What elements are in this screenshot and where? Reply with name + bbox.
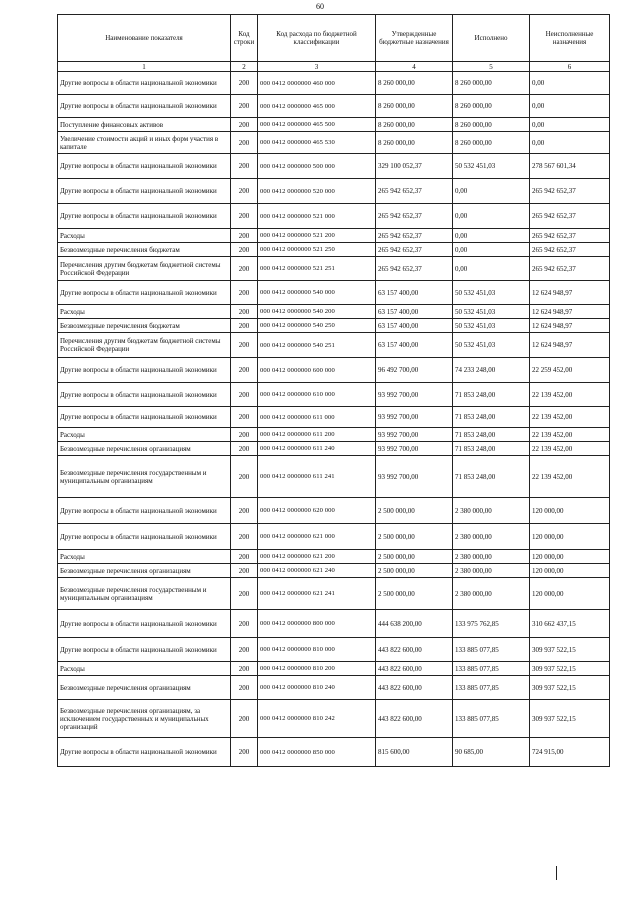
row-approved-amount: 265 942 652,37: [376, 243, 453, 257]
row-line-code: 200: [231, 578, 258, 610]
row-approved-amount: 815 600,00: [376, 738, 453, 767]
row-classification-code: 000 0412 0000000 540 200: [258, 305, 376, 319]
row-executed-amount: 2 380 000,00: [453, 550, 530, 564]
row-unexecuted-amount: 309 937 522,15: [530, 700, 610, 738]
row-classification-code: 000 0412 0000000 521 251: [258, 257, 376, 281]
column-number: 2: [231, 62, 258, 72]
table-row: [58, 442, 610, 456]
row-indicator-name: Безвозмездные перечисления организациям, за исключением государственных и муниципальных организаций: [58, 700, 231, 738]
row-indicator-name: Расходы: [58, 550, 231, 564]
row-line-code: 200: [231, 204, 258, 229]
row-line-code: 200: [231, 118, 258, 132]
table-row: [58, 456, 610, 498]
row-classification-code: 000 0412 0000000 521 000: [258, 204, 376, 229]
row-unexecuted-amount: 0,00: [530, 118, 610, 132]
row-indicator-name: Безвозмездные перечисления бюджетам: [58, 243, 231, 257]
row-unexecuted-amount: 12 624 948,97: [530, 319, 610, 333]
row-classification-code: 000 0412 0000000 810 242: [258, 700, 376, 738]
row-indicator-name: Перечисления другим бюджетам бюджетной системы Российской Федерации: [58, 257, 231, 281]
row-approved-amount: 443 822 600,00: [376, 676, 453, 700]
header-approved: Утвержденные бюджетные назначения: [376, 15, 453, 62]
row-executed-amount: 0,00: [453, 229, 530, 243]
row-executed-amount: 8 260 000,00: [453, 132, 530, 154]
row-line-code: 200: [231, 700, 258, 738]
row-unexecuted-amount: 309 937 522,15: [530, 676, 610, 700]
row-indicator-name: Расходы: [58, 229, 231, 243]
row-classification-code: 000 0412 0000000 521 250: [258, 243, 376, 257]
margin-mark: [556, 866, 557, 880]
row-approved-amount: 93 992 700,00: [376, 407, 453, 428]
table-row: [58, 204, 610, 229]
row-classification-code: 000 0412 0000000 800 000: [258, 610, 376, 638]
row-unexecuted-amount: 120 000,00: [530, 498, 610, 524]
table-row: [58, 676, 610, 700]
row-executed-amount: 8 260 000,00: [453, 95, 530, 118]
header-classification-code: Код расхода по бюджетной классификации: [258, 15, 376, 62]
table-row: [58, 564, 610, 578]
row-line-code: 200: [231, 442, 258, 456]
row-line-code: 200: [231, 524, 258, 550]
table-row: [58, 179, 610, 204]
table-row: [58, 95, 610, 118]
row-executed-amount: 2 380 000,00: [453, 578, 530, 610]
row-line-code: 200: [231, 95, 258, 118]
row-approved-amount: 93 992 700,00: [376, 456, 453, 498]
row-executed-amount: 71 853 248,00: [453, 407, 530, 428]
row-unexecuted-amount: 12 624 948,97: [530, 305, 610, 319]
row-classification-code: 000 0412 0000000 621 000: [258, 524, 376, 550]
table-row: [58, 154, 610, 179]
row-executed-amount: 133 885 077,85: [453, 638, 530, 662]
table-row: [58, 281, 610, 305]
row-approved-amount: 93 992 700,00: [376, 428, 453, 442]
row-executed-amount: 133 975 762,85: [453, 610, 530, 638]
row-line-code: 200: [231, 257, 258, 281]
row-executed-amount: 133 885 077,85: [453, 676, 530, 700]
header-executed: Исполнено: [453, 15, 530, 62]
row-line-code: 200: [231, 358, 258, 383]
row-indicator-name: Другие вопросы в области национальной экономики: [58, 383, 231, 407]
row-indicator-name: Увеличение стоимости акций и иных форм участия в капитале: [58, 132, 231, 154]
column-number: 1: [58, 62, 231, 72]
row-executed-amount: 8 260 000,00: [453, 118, 530, 132]
row-classification-code: 000 0412 0000000 611 000: [258, 407, 376, 428]
row-approved-amount: 63 157 400,00: [376, 319, 453, 333]
row-classification-code: 000 0412 0000000 611 241: [258, 456, 376, 498]
row-classification-code: 000 0412 0000000 460 000: [258, 72, 376, 95]
row-executed-amount: 2 380 000,00: [453, 498, 530, 524]
row-executed-amount: 71 853 248,00: [453, 442, 530, 456]
row-classification-code: 000 0412 0000000 465 530: [258, 132, 376, 154]
column-number-row: [58, 62, 610, 72]
row-indicator-name: Расходы: [58, 305, 231, 319]
row-classification-code: 000 0412 0000000 621 240: [258, 564, 376, 578]
row-line-code: 200: [231, 610, 258, 638]
row-executed-amount: 50 532 451,03: [453, 305, 530, 319]
row-line-code: 200: [231, 305, 258, 319]
row-classification-code: 000 0412 0000000 540 250: [258, 319, 376, 333]
row-unexecuted-amount: 724 915,00: [530, 738, 610, 767]
row-executed-amount: 0,00: [453, 257, 530, 281]
table-row: [58, 132, 610, 154]
row-approved-amount: 444 638 200,00: [376, 610, 453, 638]
row-unexecuted-amount: 120 000,00: [530, 564, 610, 578]
row-executed-amount: 71 853 248,00: [453, 383, 530, 407]
row-line-code: 200: [231, 154, 258, 179]
row-classification-code: 000 0412 0000000 521 200: [258, 229, 376, 243]
row-indicator-name: Поступление финансовых активов: [58, 118, 231, 132]
row-classification-code: 000 0412 0000000 850 000: [258, 738, 376, 767]
table-row: [58, 638, 610, 662]
row-indicator-name: Другие вопросы в области национальной экономики: [58, 610, 231, 638]
table-row: [58, 578, 610, 610]
row-approved-amount: 2 500 000,00: [376, 578, 453, 610]
row-approved-amount: 443 822 600,00: [376, 638, 453, 662]
row-unexecuted-amount: 120 000,00: [530, 550, 610, 564]
budget-execution-table: [57, 14, 610, 767]
row-executed-amount: 2 380 000,00: [453, 564, 530, 578]
row-unexecuted-amount: 265 942 652,37: [530, 229, 610, 243]
row-unexecuted-amount: 22 139 452,00: [530, 407, 610, 428]
row-unexecuted-amount: 0,00: [530, 132, 610, 154]
table-row: [58, 407, 610, 428]
row-executed-amount: 0,00: [453, 179, 530, 204]
row-unexecuted-amount: 265 942 652,37: [530, 243, 610, 257]
row-line-code: 200: [231, 243, 258, 257]
row-unexecuted-amount: 22 139 452,00: [530, 428, 610, 442]
row-line-code: 200: [231, 407, 258, 428]
table-row: [58, 243, 610, 257]
row-executed-amount: 50 532 451,03: [453, 333, 530, 358]
row-indicator-name: Другие вопросы в области национальной экономики: [58, 179, 231, 204]
row-classification-code: 000 0412 0000000 810 200: [258, 662, 376, 676]
row-indicator-name: Безвозмездные перечисления государственным и муниципальным организациям: [58, 456, 231, 498]
page-number: 60: [316, 2, 324, 11]
table-row: [58, 118, 610, 132]
column-number: 6: [530, 62, 610, 72]
table-row: [58, 383, 610, 407]
row-approved-amount: 2 500 000,00: [376, 550, 453, 564]
row-indicator-name: Другие вопросы в области национальной экономики: [58, 154, 231, 179]
row-executed-amount: 50 532 451,03: [453, 319, 530, 333]
row-line-code: 200: [231, 281, 258, 305]
table-row: [58, 229, 610, 243]
header-indicator-name: Наименование показателя: [58, 15, 231, 62]
row-approved-amount: 63 157 400,00: [376, 305, 453, 319]
row-unexecuted-amount: 278 567 601,34: [530, 154, 610, 179]
row-approved-amount: 265 942 652,37: [376, 229, 453, 243]
header-line-code: Код строки: [231, 15, 258, 62]
row-classification-code: 000 0412 0000000 810 240: [258, 676, 376, 700]
row-approved-amount: 443 822 600,00: [376, 662, 453, 676]
row-line-code: 200: [231, 662, 258, 676]
row-approved-amount: 8 260 000,00: [376, 118, 453, 132]
row-executed-amount: 90 685,00: [453, 738, 530, 767]
row-indicator-name: Другие вопросы в области национальной экономики: [58, 524, 231, 550]
row-executed-amount: 0,00: [453, 243, 530, 257]
row-classification-code: 000 0412 0000000 540 251: [258, 333, 376, 358]
row-classification-code: 000 0412 0000000 465 000: [258, 95, 376, 118]
row-classification-code: 000 0412 0000000 620 000: [258, 498, 376, 524]
row-indicator-name: Другие вопросы в области национальной экономики: [58, 407, 231, 428]
table-row: [58, 738, 610, 767]
row-indicator-name: Безвозмездные перечисления организациям: [58, 442, 231, 456]
row-unexecuted-amount: 0,00: [530, 72, 610, 95]
row-classification-code: 000 0412 0000000 621 200: [258, 550, 376, 564]
row-line-code: 200: [231, 179, 258, 204]
row-classification-code: 000 0412 0000000 810 000: [258, 638, 376, 662]
row-indicator-name: Безвозмездные перечисления государственным и муниципальным организациям: [58, 578, 231, 610]
table-row: [58, 428, 610, 442]
row-indicator-name: Другие вопросы в области национальной экономики: [58, 95, 231, 118]
row-line-code: 200: [231, 676, 258, 700]
row-classification-code: 000 0412 0000000 520 000: [258, 179, 376, 204]
row-indicator-name: Другие вопросы в области национальной экономики: [58, 358, 231, 383]
row-approved-amount: 63 157 400,00: [376, 281, 453, 305]
row-classification-code: 000 0412 0000000 621 241: [258, 578, 376, 610]
row-indicator-name: Расходы: [58, 662, 231, 676]
row-approved-amount: 2 500 000,00: [376, 564, 453, 578]
row-unexecuted-amount: 22 139 452,00: [530, 383, 610, 407]
row-approved-amount: 93 992 700,00: [376, 383, 453, 407]
row-indicator-name: Другие вопросы в области национальной экономики: [58, 281, 231, 305]
row-approved-amount: 443 822 600,00: [376, 700, 453, 738]
row-approved-amount: 265 942 652,37: [376, 204, 453, 229]
table-row: [58, 305, 610, 319]
row-indicator-name: Другие вопросы в области национальной экономики: [58, 498, 231, 524]
row-approved-amount: 2 500 000,00: [376, 524, 453, 550]
row-unexecuted-amount: 12 624 948,97: [530, 281, 610, 305]
row-unexecuted-amount: 309 937 522,15: [530, 638, 610, 662]
row-indicator-name: Перечисления другим бюджетам бюджетной системы Российской Федерации: [58, 333, 231, 358]
row-indicator-name: Расходы: [58, 428, 231, 442]
row-indicator-name: Безвозмездные перечисления организациям: [58, 564, 231, 578]
row-executed-amount: 133 885 077,85: [453, 662, 530, 676]
row-executed-amount: 0,00: [453, 204, 530, 229]
row-unexecuted-amount: 310 662 437,15: [530, 610, 610, 638]
row-unexecuted-amount: 120 000,00: [530, 578, 610, 610]
row-classification-code: 000 0412 0000000 500 000: [258, 154, 376, 179]
row-executed-amount: 8 260 000,00: [453, 72, 530, 95]
row-line-code: 200: [231, 456, 258, 498]
row-executed-amount: 50 532 451,03: [453, 281, 530, 305]
row-line-code: 200: [231, 738, 258, 767]
row-approved-amount: 8 260 000,00: [376, 95, 453, 118]
table-row: [58, 524, 610, 550]
row-line-code: 200: [231, 638, 258, 662]
row-approved-amount: 2 500 000,00: [376, 498, 453, 524]
row-approved-amount: 265 942 652,37: [376, 179, 453, 204]
row-executed-amount: 74 233 248,00: [453, 358, 530, 383]
row-indicator-name: Другие вопросы в области национальной экономики: [58, 738, 231, 767]
row-line-code: 200: [231, 428, 258, 442]
row-line-code: 200: [231, 498, 258, 524]
header-row: [58, 15, 610, 62]
row-unexecuted-amount: 265 942 652,37: [530, 204, 610, 229]
row-unexecuted-amount: 309 937 522,15: [530, 662, 610, 676]
table-row: [58, 700, 610, 738]
row-indicator-name: Другие вопросы в области национальной экономики: [58, 72, 231, 95]
row-approved-amount: 93 992 700,00: [376, 442, 453, 456]
column-number: 3: [258, 62, 376, 72]
table-row: [58, 319, 610, 333]
row-executed-amount: 133 885 077,85: [453, 700, 530, 738]
table-row: [58, 662, 610, 676]
row-unexecuted-amount: 120 000,00: [530, 524, 610, 550]
row-line-code: 200: [231, 132, 258, 154]
table-row: [58, 358, 610, 383]
row-approved-amount: 8 260 000,00: [376, 72, 453, 95]
row-line-code: 200: [231, 333, 258, 358]
row-line-code: 200: [231, 319, 258, 333]
row-unexecuted-amount: 22 259 452,00: [530, 358, 610, 383]
row-unexecuted-amount: 22 139 452,00: [530, 442, 610, 456]
header-unexecuted: Неисполненные назначения: [530, 15, 610, 62]
row-classification-code: 000 0412 0000000 540 000: [258, 281, 376, 305]
row-executed-amount: 71 853 248,00: [453, 428, 530, 442]
row-approved-amount: 63 157 400,00: [376, 333, 453, 358]
table-row: [58, 550, 610, 564]
row-unexecuted-amount: 12 624 948,97: [530, 333, 610, 358]
row-unexecuted-amount: 0,00: [530, 95, 610, 118]
row-classification-code: 000 0412 0000000 600 000: [258, 358, 376, 383]
table-row: [58, 498, 610, 524]
row-classification-code: 000 0412 0000000 465 500: [258, 118, 376, 132]
table-row: [58, 257, 610, 281]
row-unexecuted-amount: 265 942 652,37: [530, 179, 610, 204]
row-line-code: 200: [231, 550, 258, 564]
row-classification-code: 000 0412 0000000 611 200: [258, 428, 376, 442]
row-line-code: 200: [231, 383, 258, 407]
row-approved-amount: 96 492 700,00: [376, 358, 453, 383]
row-executed-amount: 2 380 000,00: [453, 524, 530, 550]
row-indicator-name: Безвозмездные перечисления бюджетам: [58, 319, 231, 333]
row-approved-amount: 265 942 652,37: [376, 257, 453, 281]
row-approved-amount: 8 260 000,00: [376, 132, 453, 154]
column-number: 5: [453, 62, 530, 72]
row-approved-amount: 329 100 052,37: [376, 154, 453, 179]
row-indicator-name: Безвозмездные перечисления организациям: [58, 676, 231, 700]
row-indicator-name: Другие вопросы в области национальной экономики: [58, 638, 231, 662]
table-row: [58, 72, 610, 95]
row-executed-amount: 71 853 248,00: [453, 456, 530, 498]
table-row: [58, 610, 610, 638]
row-line-code: 200: [231, 564, 258, 578]
row-unexecuted-amount: 265 942 652,37: [530, 257, 610, 281]
row-line-code: 200: [231, 72, 258, 95]
row-unexecuted-amount: 22 139 452,00: [530, 456, 610, 498]
row-classification-code: 000 0412 0000000 611 240: [258, 442, 376, 456]
row-classification-code: 000 0412 0000000 610 000: [258, 383, 376, 407]
column-number: 4: [376, 62, 453, 72]
row-indicator-name: Другие вопросы в области национальной экономики: [58, 204, 231, 229]
table-row: [58, 333, 610, 358]
row-line-code: 200: [231, 229, 258, 243]
row-executed-amount: 50 532 451,03: [453, 154, 530, 179]
